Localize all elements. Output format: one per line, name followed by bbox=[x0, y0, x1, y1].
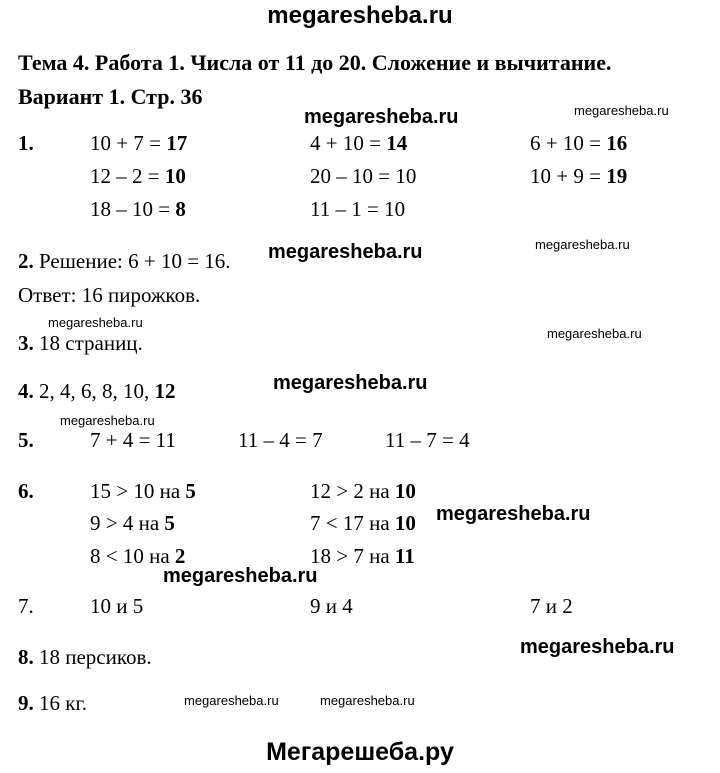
task1-r1c1: 10 + 7 = 17 bbox=[90, 131, 188, 155]
task5-c1: 7 + 4 = 11 bbox=[90, 428, 176, 452]
watermark: megaresheba.ru bbox=[268, 241, 423, 263]
task2-answer: Ответ: 16 пирожков. bbox=[18, 283, 201, 307]
task1-r3c1: 18 – 10 = 8 bbox=[90, 197, 186, 221]
task1-r2c2: 20 – 10 = 10 bbox=[310, 164, 417, 188]
task2-solution: 2. Решение: 6 + 10 = 16. bbox=[18, 249, 231, 273]
watermark: megaresheba.ru bbox=[60, 413, 155, 428]
watermark: megaresheba.ru bbox=[574, 103, 669, 118]
site-header: megaresheba.ru bbox=[267, 2, 453, 29]
task7-number: 7. bbox=[18, 594, 34, 618]
task7-c1: 10 и 5 bbox=[90, 594, 144, 618]
site-footer: Мегарешеба.ру bbox=[266, 738, 454, 766]
watermark: megaresheba.ru bbox=[547, 326, 642, 341]
task5-c3: 11 – 7 = 4 bbox=[385, 428, 470, 452]
task1-number: 1. bbox=[18, 131, 34, 155]
task1-r2c1: 12 – 2 = 10 bbox=[90, 164, 186, 188]
variant-title: Вариант 1. Стр. 36 bbox=[18, 84, 203, 109]
page-title: Тема 4. Работа 1. Числа от 11 до 20. Сложение и вычитание. bbox=[18, 50, 612, 75]
watermark: megaresheba.ru bbox=[273, 372, 428, 394]
task6-r1c2: 12 > 2 на 10 bbox=[310, 479, 416, 503]
task6-number: 6. bbox=[18, 479, 34, 503]
task6-r1c1: 15 > 10 на 5 bbox=[90, 479, 196, 503]
task6-r3c1: 8 < 10 на 2 bbox=[90, 544, 186, 568]
task5-c2: 11 – 4 = 7 bbox=[238, 428, 323, 452]
task5-number: 5. bbox=[18, 428, 34, 452]
task1-r3c2: 11 – 1 = 10 bbox=[310, 197, 406, 221]
task6-r2c1: 9 > 4 на 5 bbox=[90, 511, 175, 535]
watermark: megaresheba.ru bbox=[436, 503, 591, 525]
watermark: megaresheba.ru bbox=[163, 565, 318, 587]
task1-r2c3: 10 + 9 = 19 bbox=[530, 164, 628, 188]
task8-answer: 8. 18 персиков. bbox=[18, 645, 152, 669]
task6-r3c2: 18 > 7 на 11 bbox=[310, 544, 415, 568]
task6-r2c2: 7 < 17 на 10 bbox=[310, 511, 416, 535]
task7-c2: 9 и 4 bbox=[310, 594, 353, 618]
task3-answer: 3. 18 страниц. bbox=[18, 331, 143, 355]
task7-c3: 7 и 2 bbox=[530, 594, 573, 618]
watermark: megaresheba.ru bbox=[320, 693, 415, 708]
task9-answer: 9. 16 кг. bbox=[18, 691, 87, 715]
watermark: megaresheba.ru bbox=[304, 106, 459, 128]
task1-r1c2: 4 + 10 = 14 bbox=[310, 131, 408, 155]
task1-r1c3: 6 + 10 = 16 bbox=[530, 131, 628, 155]
watermark: megaresheba.ru bbox=[520, 636, 675, 658]
watermark: megaresheba.ru bbox=[184, 693, 279, 708]
task4-answer: 4. 2, 4, 6, 8, 10, 12 bbox=[18, 379, 176, 403]
watermark: megaresheba.ru bbox=[48, 315, 143, 330]
watermark: megaresheba.ru bbox=[535, 237, 630, 252]
